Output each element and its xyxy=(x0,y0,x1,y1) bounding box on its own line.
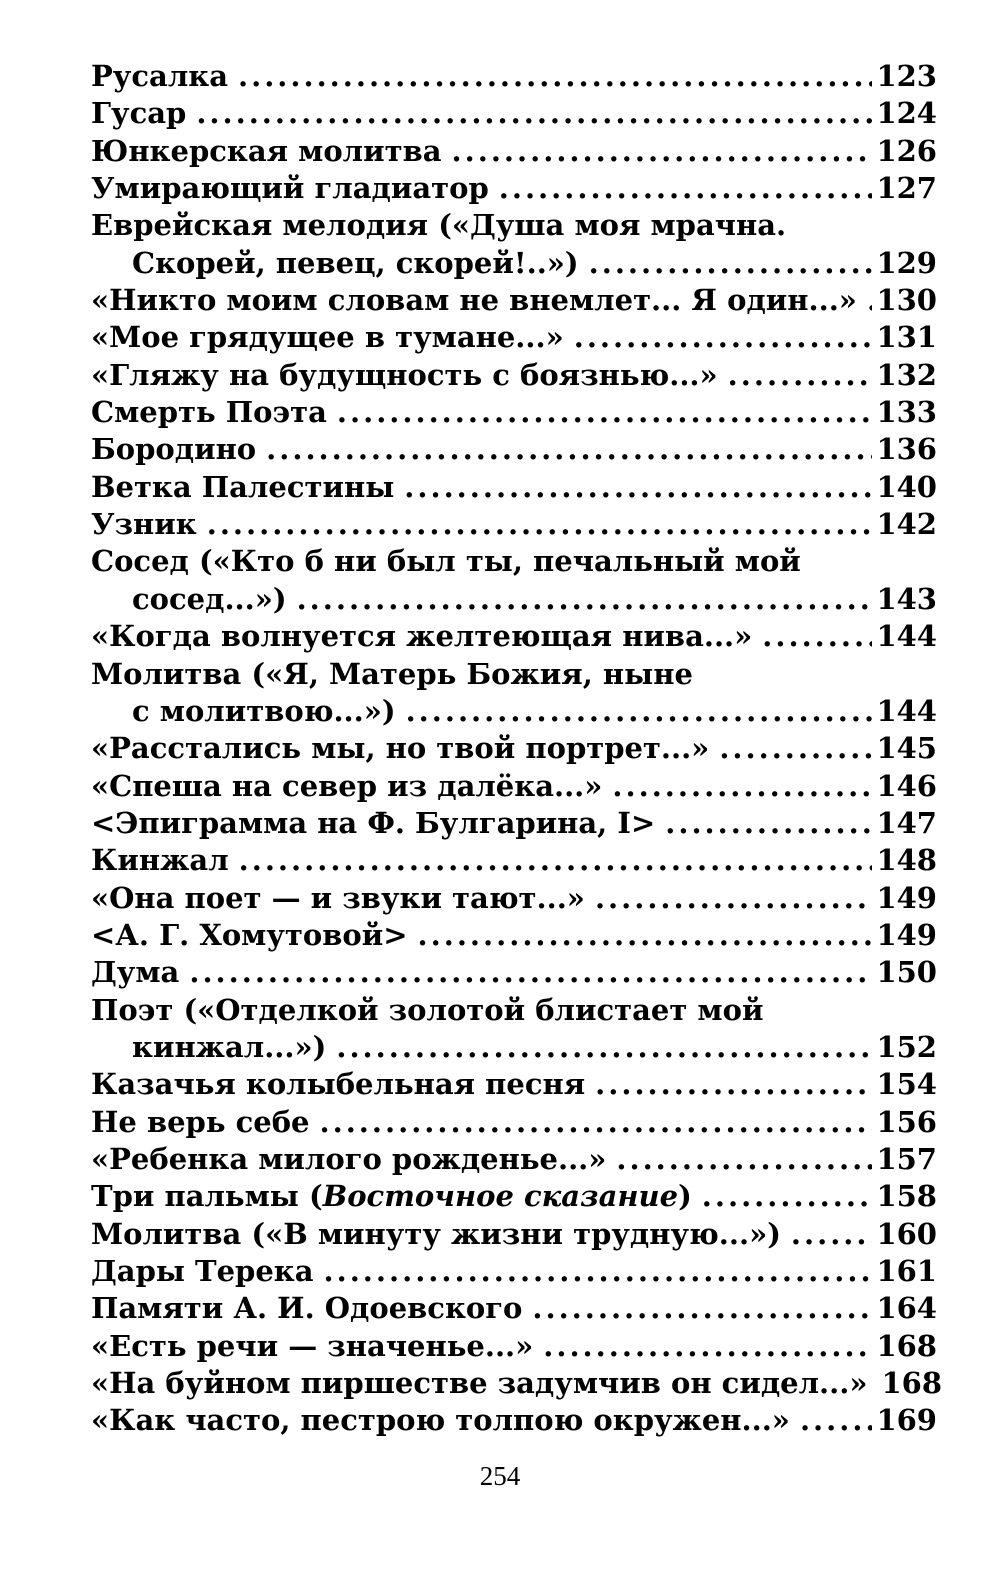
toc-entry-title-text: Русалка xyxy=(91,59,228,93)
toc-entry xyxy=(91,618,937,655)
toc-entry-title xyxy=(91,842,229,879)
toc-entry-title: Еврейская мелодия («Душа моя мрачна. xyxy=(91,208,787,243)
toc-entry-line xyxy=(91,245,937,282)
toc-entry xyxy=(91,917,937,954)
toc-entry-line xyxy=(91,768,937,805)
toc-leader-dots xyxy=(589,245,873,282)
toc-entry-page: 133 xyxy=(876,395,937,430)
toc-entry-page: 127 xyxy=(876,171,937,206)
toc-entry-title-text: «Как часто, пестрою толпою окружен...» xyxy=(91,1403,790,1438)
table-of-contents xyxy=(91,58,943,1440)
toc-entry xyxy=(91,58,937,95)
toc-entry xyxy=(91,768,937,805)
toc-leader-dots xyxy=(595,880,873,917)
toc-entry-page: 130 xyxy=(876,283,937,318)
toc-entry xyxy=(91,431,937,468)
toc-entry-title xyxy=(91,319,564,356)
toc-entry-line xyxy=(91,656,937,693)
toc-entry xyxy=(91,1141,937,1178)
toc-leader-dots xyxy=(196,95,872,132)
toc-leader-dots xyxy=(499,170,873,207)
toc-leader-dots xyxy=(791,1216,873,1253)
toc-entry-page: 161 xyxy=(876,1254,937,1288)
toc-entry-line xyxy=(91,581,937,618)
toc-leader-dots xyxy=(612,768,872,805)
toc-entry-line xyxy=(91,394,937,431)
toc-entry-title-text: Молитва («В минуту жизни трудную...») xyxy=(91,1216,781,1251)
toc-leader-dots xyxy=(719,730,872,767)
toc-entry-page: 136 xyxy=(876,432,937,467)
toc-entry-title xyxy=(91,506,197,543)
toc-leader-dots xyxy=(239,842,873,879)
toc-leader-dots xyxy=(728,357,873,394)
toc-entry-title-italic: Восточное сказание xyxy=(322,1179,679,1214)
toc-entry xyxy=(91,730,937,767)
toc-entry-line xyxy=(91,133,937,170)
toc-entry-line xyxy=(91,357,937,394)
toc-leader-dots xyxy=(297,581,873,618)
toc-entry-page: 152 xyxy=(876,1029,937,1064)
toc-entry-title: Молитва («Я, Матерь Божия, ныне xyxy=(91,656,693,691)
toc-entry-line xyxy=(91,506,937,543)
toc-leader-dots xyxy=(616,1141,872,1178)
toc-leader-dots xyxy=(702,1178,873,1215)
toc-entry-title xyxy=(91,1216,781,1253)
toc-entry xyxy=(91,1216,937,1253)
toc-entry xyxy=(91,656,937,731)
toc-entry-page: 126 xyxy=(876,133,937,168)
toc-entry-title-text: Дары Терека xyxy=(91,1254,314,1288)
toc-leader-dots xyxy=(665,805,872,842)
toc-entry xyxy=(91,133,937,170)
toc-entry xyxy=(91,506,937,543)
toc-entry-title-text: Кинжал xyxy=(91,843,229,878)
toc-entry xyxy=(91,170,937,207)
toc-entry-title xyxy=(91,1365,867,1402)
toc-entry-title-text: Узник xyxy=(91,507,197,542)
toc-leader-dots xyxy=(452,133,873,170)
toc-entry-title-continuation: Скорей, певец, скорей!..») xyxy=(132,245,579,280)
toc-entry-page: 168 xyxy=(876,1328,937,1363)
toc-entry-line xyxy=(91,1328,937,1365)
toc-leader-dots xyxy=(800,1402,873,1439)
toc-entry xyxy=(91,954,937,991)
toc-entry-line xyxy=(91,730,937,767)
toc-entry-line xyxy=(91,1402,937,1439)
toc-entry-title-text: «Когда волнуется желтеющая нива...» xyxy=(91,619,753,654)
toc-entry-page: 131 xyxy=(876,320,937,355)
toc-entry-title: Поэт («Отделкой золотой блистает мой xyxy=(91,992,764,1027)
toc-entry-line xyxy=(91,1253,937,1290)
toc-entry-page: 147 xyxy=(876,805,937,840)
toc-entry-line xyxy=(91,282,937,319)
toc-entry-page: 144 xyxy=(876,619,937,654)
toc-entry-line xyxy=(91,805,937,842)
toc-leader-dots xyxy=(337,394,873,431)
toc-entry-page: 132 xyxy=(876,357,937,392)
toc-entry-line xyxy=(91,842,937,879)
toc-entry xyxy=(91,1365,943,1402)
toc-entry-page: 144 xyxy=(876,693,937,728)
toc-entry-title xyxy=(91,58,228,95)
toc-entry-line xyxy=(91,207,937,244)
toc-entry xyxy=(91,805,937,842)
toc-leader-dots xyxy=(404,469,872,506)
toc-entry-title-text: «Никто моим словам не внемлет... Я один...» xyxy=(91,283,857,318)
toc-entry-page: 156 xyxy=(876,1104,937,1139)
toc-entry-page: 150 xyxy=(876,955,937,990)
toc-entry-title xyxy=(91,917,408,954)
toc-entry-line xyxy=(91,543,937,580)
toc-entry xyxy=(91,1104,937,1141)
toc-entry-page: 145 xyxy=(876,731,937,766)
toc-entry-title xyxy=(91,954,179,991)
toc-entry-title xyxy=(91,768,602,805)
toc-entry-line xyxy=(91,1104,937,1141)
toc-entry-page: 148 xyxy=(876,843,937,878)
toc-entry-title xyxy=(91,1104,310,1141)
toc-entry xyxy=(91,207,937,282)
toc-entry-page: 154 xyxy=(876,1067,937,1102)
toc-entry-title xyxy=(91,1141,606,1178)
toc-entry-page: 168 xyxy=(881,1366,943,1401)
toc-leader-dots xyxy=(207,506,873,543)
toc-entry xyxy=(91,992,937,1067)
toc-entry-line xyxy=(91,1216,937,1253)
toc-entry xyxy=(91,1402,937,1439)
toc-entry xyxy=(91,1066,937,1103)
toc-entry-page: 169 xyxy=(876,1403,937,1438)
toc-leader-dots xyxy=(336,1029,872,1066)
toc-entry-line xyxy=(91,954,937,991)
toc-entry-title xyxy=(91,394,327,431)
toc-entry xyxy=(91,1178,937,1215)
toc-entry-title-text: Бородино xyxy=(91,432,257,467)
toc-entry-title-text: «Гляжу на будущность с боязнью...» xyxy=(91,357,718,392)
toc-leader-dots xyxy=(324,1253,873,1290)
toc-entry-title-text: «Мое грядущее в тумане...» xyxy=(91,320,564,355)
toc-entry-title xyxy=(91,170,489,207)
toc-entry-title-after: ) xyxy=(678,1179,692,1214)
toc-entry-title-text: Не верь себе xyxy=(91,1104,310,1139)
toc-entry-title-text: «Спеша на север из далёка...» xyxy=(91,768,603,803)
toc-entry-title-text: Гусар xyxy=(91,96,187,131)
toc-entry-line xyxy=(91,469,937,506)
toc-entry-title-text: Умирающий гладиатор xyxy=(91,171,489,206)
toc-entry-title xyxy=(91,469,394,506)
page-number: 254 xyxy=(479,1461,521,1491)
toc-entry xyxy=(91,842,937,879)
toc-entry-title xyxy=(91,282,857,319)
toc-entry-line xyxy=(91,58,937,95)
toc-entry-line xyxy=(91,992,937,1029)
toc-entry xyxy=(91,319,937,356)
toc-entry-title-text: <А. Г. Хомутовой> xyxy=(91,917,408,952)
toc-leader-dots xyxy=(574,319,873,356)
toc-entry-title-text: Дума xyxy=(91,955,180,990)
toc-leader-dots xyxy=(762,618,872,655)
toc-entry-title xyxy=(91,1328,533,1365)
toc-entry-title-text: <Эпиграмма на Ф. Булгарина, I> xyxy=(91,805,656,840)
toc-entry-title-text: «Она поет — и звуки тают...» xyxy=(91,880,585,915)
toc-entry xyxy=(91,357,937,394)
toc-entry-line xyxy=(91,1141,937,1178)
toc-entry-title-continuation: с молитвою...») xyxy=(132,693,396,728)
toc-entry-title xyxy=(91,1290,522,1327)
toc-entry-title xyxy=(91,730,709,767)
toc-entry-line xyxy=(91,1066,937,1103)
toc-entry-line xyxy=(91,431,937,468)
toc-entry-line xyxy=(91,880,937,917)
toc-leader-dots xyxy=(418,917,873,954)
toc-entry-title xyxy=(91,1066,585,1103)
toc-entry-title-continuation: кинжал...») xyxy=(132,1029,327,1064)
toc-leader-dots xyxy=(406,693,873,730)
toc-entry xyxy=(91,543,937,618)
toc-entry-line xyxy=(91,693,937,730)
toc-entry-title xyxy=(91,805,655,842)
toc-leader-dots xyxy=(532,1290,872,1327)
toc-entry-title-continuation: сосед...») xyxy=(132,581,287,616)
toc-entry-line xyxy=(91,95,937,132)
toc-entry-title-text: «Ребенка милого рожденье...» xyxy=(91,1141,607,1176)
toc-entry-line xyxy=(91,618,937,655)
toc-entry-page: 124 xyxy=(876,96,937,131)
toc-entry-title xyxy=(91,1402,790,1439)
toc-entry-line xyxy=(91,1178,937,1215)
toc-leader-dots xyxy=(320,1104,873,1141)
toc-entry-title-text: «Есть речи — значенье...» xyxy=(91,1328,534,1363)
toc-entry-title-text: Казачья колыбельная песня xyxy=(91,1067,586,1102)
toc-entry-page: 157 xyxy=(876,1141,937,1176)
toc-leader-dots xyxy=(189,954,872,991)
toc-entry-line xyxy=(91,170,937,207)
toc-entry-page: 129 xyxy=(876,245,937,280)
toc-entry-title xyxy=(91,1253,314,1290)
toc-entry xyxy=(91,1290,937,1327)
toc-entry-page: 164 xyxy=(876,1291,937,1326)
toc-leader-dots xyxy=(266,431,872,468)
toc-entry-title-text: Три пальмы ( xyxy=(91,1179,323,1214)
toc-entry-line xyxy=(91,1290,937,1327)
toc-entry xyxy=(91,282,937,319)
toc-entry-title xyxy=(91,431,256,468)
toc-leader-dots xyxy=(867,282,873,319)
toc-entry-title-text: Юнкерская молитва xyxy=(91,133,442,168)
toc-entry-page: 149 xyxy=(876,917,937,952)
toc-entry xyxy=(91,1328,937,1365)
toc-entry-line xyxy=(91,1029,937,1066)
toc-entry-page: 142 xyxy=(876,507,937,542)
toc-entry-title-text: Смерть Поэта xyxy=(91,395,327,430)
toc-entry-page: 146 xyxy=(876,768,937,803)
toc-entry-page: 123 xyxy=(876,59,937,93)
toc-entry-title-text: «Расстались мы, но твой портрет...» xyxy=(91,731,710,766)
toc-entry-page: 143 xyxy=(876,581,937,616)
toc-entry-title xyxy=(91,357,718,394)
toc-entry-title xyxy=(91,1178,692,1215)
toc-leader-dots xyxy=(543,1328,872,1365)
toc-entry-line xyxy=(91,1365,943,1402)
toc-entry xyxy=(91,394,937,431)
toc-entry xyxy=(91,469,937,506)
toc-leader-dots xyxy=(238,58,872,95)
toc-entry-page: 140 xyxy=(876,469,937,504)
toc-entry-title xyxy=(91,95,186,132)
toc-entry-title-text: «На буйном пиршестве задумчив он сидел...» xyxy=(91,1366,868,1401)
toc-entry xyxy=(91,880,937,917)
toc-entry-line xyxy=(91,319,937,356)
toc-entry-page: 149 xyxy=(876,880,937,915)
toc-entry-title xyxy=(91,880,585,917)
toc-entry-page: 158 xyxy=(876,1179,937,1214)
toc-entry xyxy=(91,1253,937,1290)
toc-entry-title xyxy=(91,618,752,655)
toc-entry-line xyxy=(91,917,937,954)
toc-leader-dots xyxy=(595,1066,872,1103)
toc-entry-title-text: Ветка Палестины xyxy=(91,469,395,504)
toc-entry-title xyxy=(91,133,442,170)
toc-entry-title-text: Памяти А. И. Одоевского xyxy=(91,1291,523,1326)
toc-entry xyxy=(91,95,937,132)
toc-entry-title: Сосед («Кто б ни был ты, печальный мой xyxy=(91,544,801,579)
toc-entry-page: 160 xyxy=(876,1216,937,1251)
